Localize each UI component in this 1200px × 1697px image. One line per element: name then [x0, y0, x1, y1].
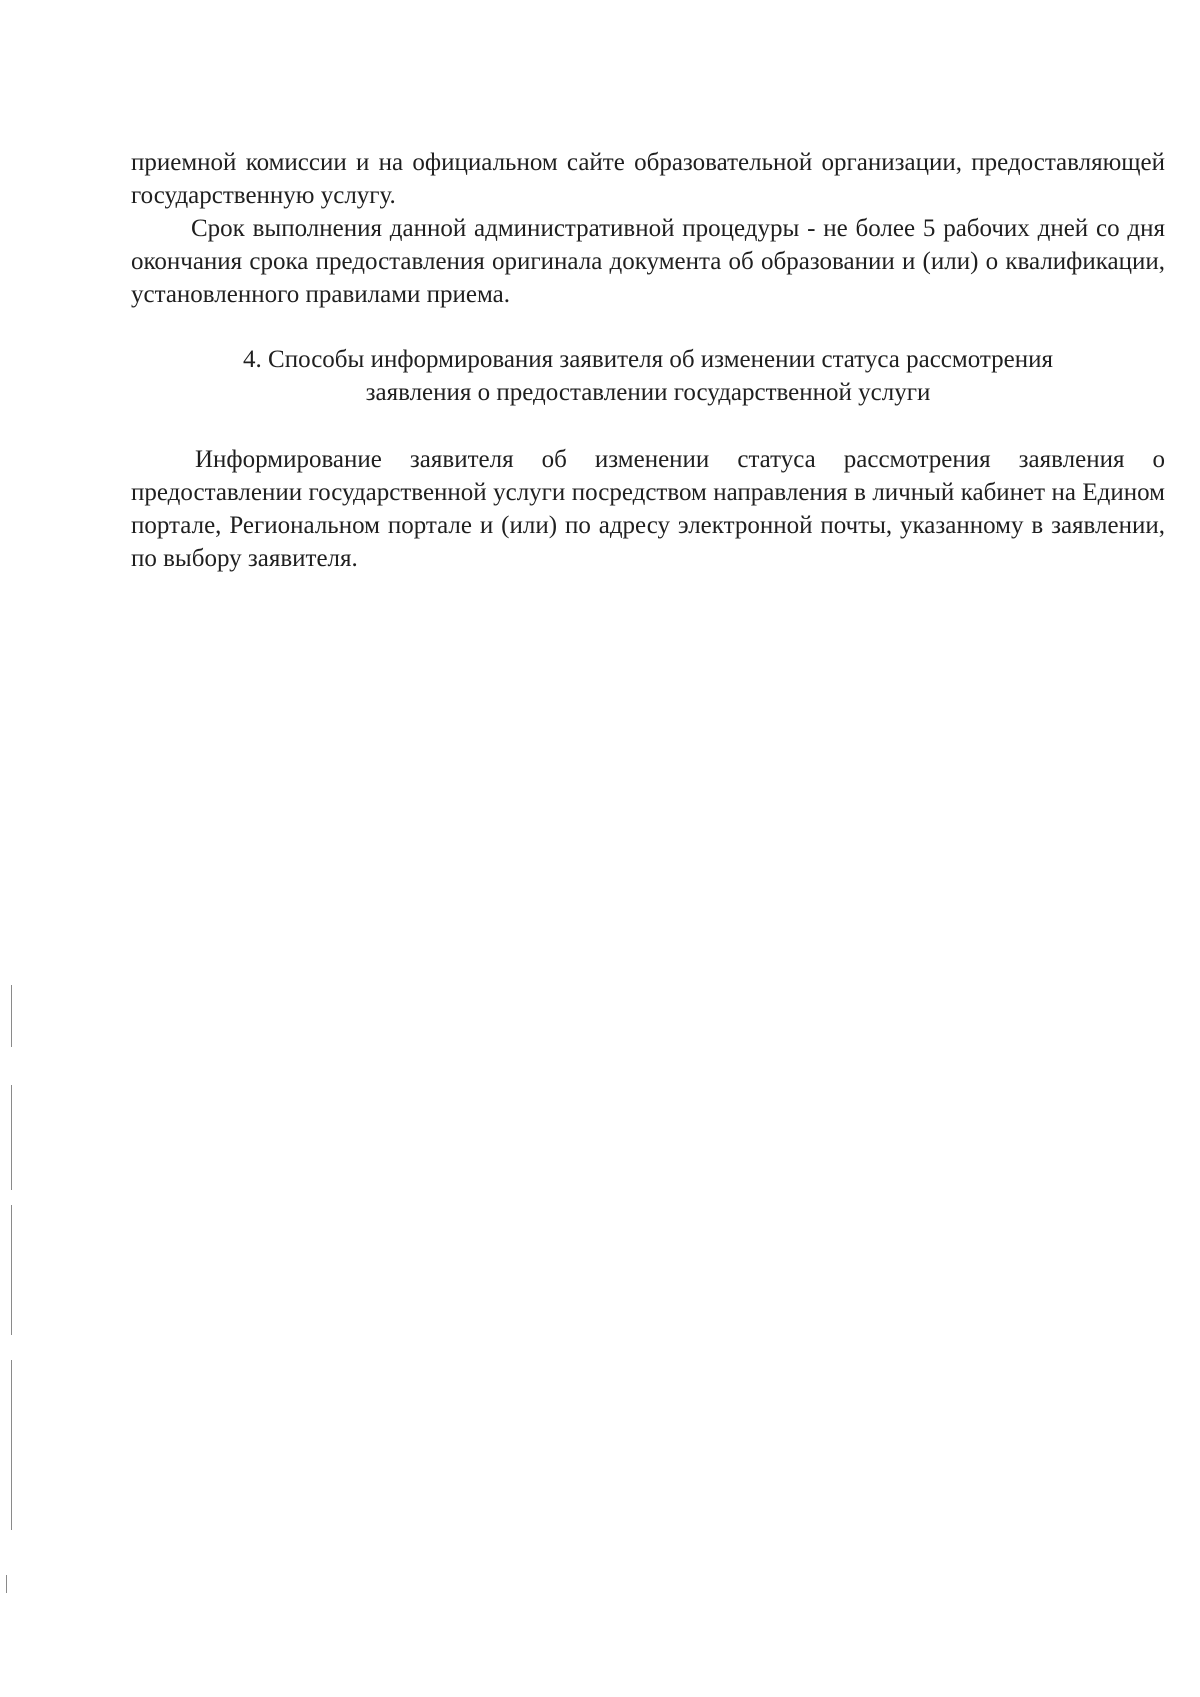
section-heading-line-1: 4. Способы информирования заявителя об изменении статуса рассмотрения: [243, 346, 1053, 373]
scan-edge-mark: [11, 1360, 12, 1530]
section-heading: [131, 343, 1165, 409]
document-body: [131, 146, 1165, 575]
paragraph-deadline: Срок выполнения данной административной процедуры - не более 5 рабочих дней со дня окончания срока предоставления оригинала документа об образовании и (или) о квалификации, установленного правилами приема.: [131, 215, 1165, 308]
section-heading-line-2: заявления о предоставлении государственной услуги: [365, 379, 931, 406]
scan-edge-mark: [11, 1085, 12, 1190]
scan-edge-mark: [11, 1205, 12, 1335]
paragraph-continuation: приемной комиссии и на официальном сайте образовательной организации, предоставляющей государственную услугу.: [131, 149, 1165, 209]
scan-edge-mark: [11, 985, 12, 1047]
scan-edge-mark: [6, 1575, 7, 1593]
paragraph-notification: Информирование заявителя об изменении статуса рассмотрения заявления о предоставлении государственной услуги посредством направления в личный кабинет на Едином портале, Региональном портале и (или) по адресу электронной почты, указанному в заявлении, по выбору заявителя.: [131, 446, 1165, 572]
